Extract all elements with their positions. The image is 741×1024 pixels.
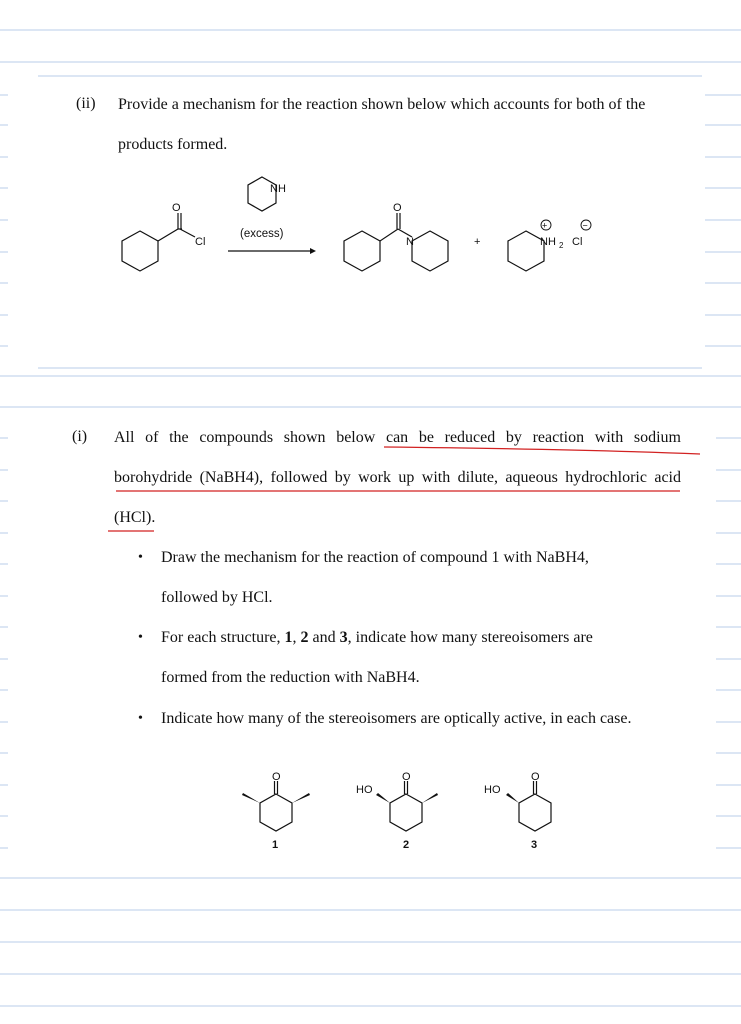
bullet-2-icon: • xyxy=(138,630,143,645)
question-i-line-2: borohydride (NaBH4), followed by work up with dilute, aqueous hydrochloric acid xyxy=(114,469,681,486)
compound-structures xyxy=(230,772,590,860)
compound-3-hydroxyl-label: HO xyxy=(484,784,501,796)
product-oxygen-label: O xyxy=(393,202,402,214)
positive-charge-sign: + xyxy=(542,220,548,231)
reactant-oxygen-label: O xyxy=(172,202,181,214)
question-ii-label: (ii) xyxy=(76,95,96,112)
compound-2-number: 2 xyxy=(403,839,410,851)
compound-3-number: 3 xyxy=(531,839,538,851)
compound-1-oxygen-label: O xyxy=(272,772,281,783)
bullet-2-line-2: formed from the reduction with NaBH4. xyxy=(161,669,420,686)
compound-3-oxygen-label: O xyxy=(531,772,540,783)
compound-1-right-wedge xyxy=(292,793,310,803)
compound-2-hydroxyl-label: HO xyxy=(356,784,373,796)
compound-1-number: 1 xyxy=(272,839,279,851)
product-nitrogen-label: N xyxy=(406,236,414,248)
compound-1-left-wedge xyxy=(242,793,260,803)
compound-3-structure xyxy=(519,781,551,831)
negative-charge-sign: − xyxy=(582,220,588,231)
reagent-nh-label: NH xyxy=(270,183,286,195)
compound-2-left-wedge xyxy=(376,793,390,803)
bullet-3-line-1: Indicate how many of the stereoisomers are optically active, in each case. xyxy=(161,710,632,727)
bullet-1-line-2: followed by HCl. xyxy=(161,589,273,606)
compound-1-structure xyxy=(260,781,292,831)
bullet-1-icon: • xyxy=(138,550,143,565)
reagent-excess-label: (excess) xyxy=(240,228,284,240)
compound-3-left-wedge xyxy=(506,793,519,803)
compound-2-right-wedge xyxy=(422,793,438,803)
question-ii-line-1: Provide a mechanism for the reaction shown below which accounts for both of the xyxy=(118,96,646,113)
question-i-line-1: All of the compounds shown below can be reduced by reaction with sodium xyxy=(114,429,681,446)
compound-2-oxygen-label: O xyxy=(402,772,411,783)
bullet-3-icon: • xyxy=(138,711,143,726)
question-ii-line-2: products formed. xyxy=(118,136,228,153)
bullet-2-line-1: For each structure, 1, 2 and 3, indicate how many stereoisomers are xyxy=(161,629,593,646)
piperidinium-nh-label: NH xyxy=(540,236,556,248)
compound-2-structure xyxy=(390,781,422,831)
question-i-line-3: (HCl). xyxy=(114,509,156,526)
bullet-1-line-1: Draw the mechanism for the reaction of compound 1 with NaBH4, xyxy=(161,549,589,566)
chloride-label: Cl xyxy=(572,236,583,248)
question-i-label: (i) xyxy=(72,428,88,445)
piperidinium-h-subscript: 2 xyxy=(559,241,564,250)
plus-sign: + xyxy=(474,236,481,248)
reactant-chlorine-label: Cl xyxy=(195,236,206,248)
